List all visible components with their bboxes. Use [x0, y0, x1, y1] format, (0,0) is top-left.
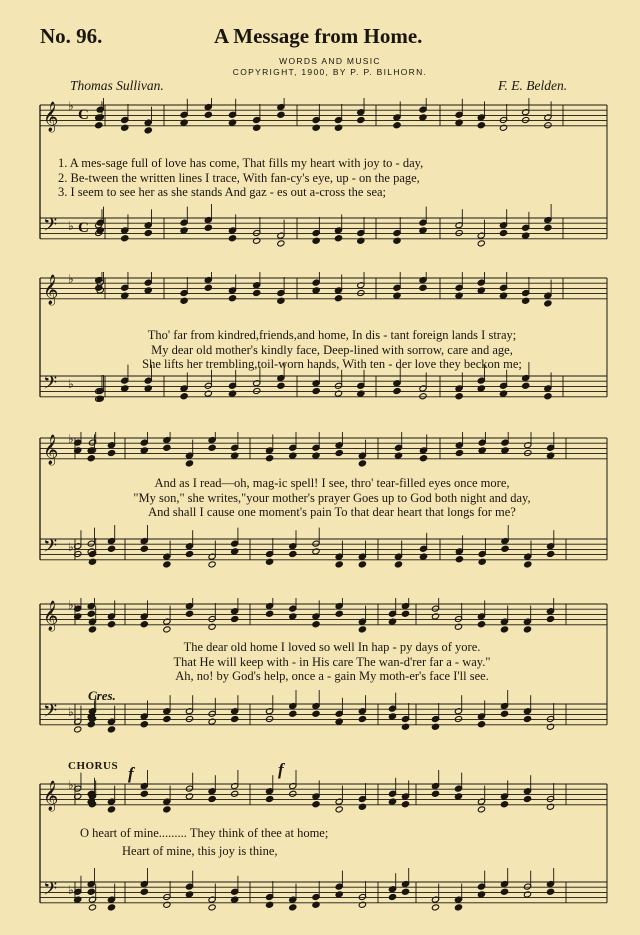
lyric-line: And shall I cause one moment's pain To that dear heart that longs for me? [148, 505, 516, 519]
svg-text:♭: ♭ [68, 598, 74, 612]
svg-text:𝄞: 𝄞 [43, 275, 59, 305]
credit-copyright: COPYRIGHT, 1900, BY P. P. BILHORN. [232, 67, 428, 77]
lyric-line: O heart of mine......... They think of thee at home; [80, 826, 329, 840]
forte-mark: f [278, 760, 284, 779]
lyric-line: 3. I seem to see her as she stands And gaz - es out a-cross the sea; [58, 185, 387, 199]
verse-lyrics-1 [58, 156, 606, 200]
svg-text:♭: ♭ [68, 705, 74, 719]
music-system-3 [0, 432, 640, 597]
svg-text:C: C [78, 220, 89, 236]
lyric-line: The dear old home I loved so well In hap - py days of yore. [183, 640, 481, 654]
lyric-line: And as I read—oh, mag-ic spell! I see, thro' tear-filled eyes once more, [154, 476, 510, 490]
svg-text:♭: ♭ [68, 99, 74, 113]
hymn-title: A Message from Home. [214, 24, 423, 48]
hymn-header [0, 0, 640, 110]
svg-text:♭: ♭ [68, 432, 74, 446]
lyric-line: 2. Be-tween the written lines I trace, With fan-cy's eye, up - on the page, [58, 170, 420, 185]
svg-text:𝄢: 𝄢 [43, 879, 58, 904]
svg-text:𝄢: 𝄢 [43, 701, 58, 726]
svg-text:♭: ♭ [68, 377, 74, 391]
svg-text:𝄞: 𝄞 [43, 781, 59, 811]
music-system-1 [0, 98, 640, 270]
svg-text:C: C [78, 107, 89, 123]
verse-lyrics-3 [58, 476, 606, 520]
svg-text:♭: ♭ [68, 883, 74, 897]
credit-words-music: WORDS AND MUSIC [279, 56, 381, 66]
svg-text:♭: ♭ [68, 272, 74, 286]
lyric-line: That He will keep with - in His care The wan-d'rer far a - way." [173, 654, 491, 669]
svg-text:𝄞: 𝄞 [43, 102, 59, 132]
staff-group-5 [0, 758, 640, 935]
music-system-2 [0, 272, 640, 432]
composer: F. E. Belden. [498, 78, 568, 93]
svg-text:𝄢: 𝄢 [43, 536, 58, 561]
svg-text:♭: ♭ [68, 540, 74, 554]
lyric-line: Tho' far from kindred,friends,and home, In dis - tant foreign lands I stray; [147, 328, 517, 342]
music-system-5 [0, 758, 640, 935]
svg-text:♭: ♭ [68, 778, 74, 792]
music-system-4 [0, 598, 640, 758]
svg-text:𝄞: 𝄞 [43, 435, 59, 465]
svg-text:𝄢: 𝄢 [43, 373, 58, 398]
lyric-line: 1. A mes-sage full of love has come, That fills my heart with joy to - day, [58, 156, 424, 170]
svg-text:𝄢: 𝄢 [43, 215, 58, 240]
lyric-line: "My son," she writes,"your mother's prayer Goes up to God both night and day, [133, 490, 531, 505]
svg-text:♭: ♭ [68, 219, 74, 233]
lyricist: Thomas Sullivan. [70, 78, 164, 93]
forte-mark: f [128, 764, 134, 783]
chorus-bass-lyrics: Heart of mine, this joy is thine, [122, 844, 278, 858]
crescendo-mark: Cres. [88, 688, 116, 703]
svg-text:𝄞: 𝄞 [43, 601, 59, 631]
verse-lyrics-4 [58, 640, 606, 684]
hymn-number: No. 96. [40, 24, 103, 48]
verse-lyrics-2 [58, 328, 606, 372]
chorus-lyrics [58, 826, 606, 841]
lyric-line: My dear old mother's kindly face, Deep-lined with sorrow, care and age, [151, 342, 513, 357]
chorus-label: CHORUS [68, 760, 119, 772]
lyric-line: She lifts her trembling,toil-worn hands, With ten - der love they beckon me; [142, 357, 522, 371]
lyric-line: Ah, no! by God's help, once a - gain My moth-er's face I'll see. [175, 669, 489, 683]
